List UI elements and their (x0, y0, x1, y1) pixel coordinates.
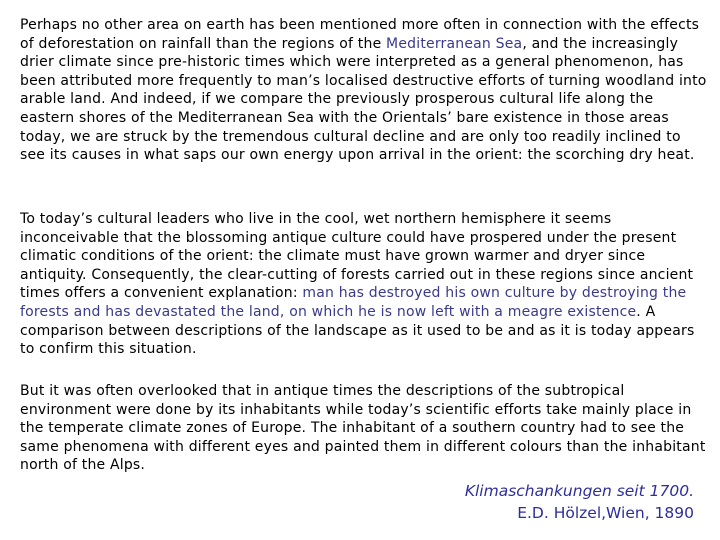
paragraph-1-text-b: , and the increasingly drier climate since pre-historic times which were interpreted as a general phenomenon, has been attributed more frequently to man’s localised destructive efforts of turning woodland into arable land. And indeed, if we compare the previously prosperous cultural life along the eastern shores of the Mediterranean Sea with the Orientals’ bare existence in those areas today, we are struck by the tremendous cultural decline and are only too readily inclined to see its causes in what saps our own energy upon arrival in the orient: the scorching dry heat. (20, 35, 707, 164)
paragraph-2-text-b: . A comparison between descriptions of the landscape as it used to be and as it is today appears to confirm this situation. (20, 303, 695, 358)
paragraph-1-text-a: Perhaps no other area on earth has been mentioned more often in connection with the effects of deforestation on rainfall than the regions of the (20, 17, 700, 52)
caption-publisher: E.D. Hölzel,Wien, 1890 (517, 504, 694, 522)
paragraph-3 (20, 382, 708, 475)
caption-title: Klimaschankungen seit 1700. (464, 482, 694, 500)
paragraph-2 (20, 210, 708, 359)
source-caption (465, 480, 694, 524)
paragraph-2-highlight: man has destroyed his own culture by destroying the forests and has devastated the land, on which he is now left with a meagre existence (20, 285, 687, 320)
paragraph-1-highlight: Mediterranean Sea (386, 35, 523, 52)
paragraph-1 (20, 16, 708, 165)
paragraph-3-text-a: But it was often overlooked that in antique times the descriptions of the subtropical environment were done by its inhabitants while today’s scientific efforts take mainly place in the temperate climate zones of Europe. The inhabitant of a southern country had to see the same phenomena with different eyes and painted them in different colours than the inhabitant north of the Alps. (20, 383, 706, 474)
paragraph-2-text-a: To today’s cultural leaders who live in the cool, wet northern hemisphere it seems inconceivable that the blossoming antique culture could have prospered under the present climatic conditions of the orient: the climate must have grown warmer and dryer since antiquity. Consequently, the clear-cutting of forests carried out in these regions since ancient times offers a convenient explanation: (20, 211, 694, 302)
